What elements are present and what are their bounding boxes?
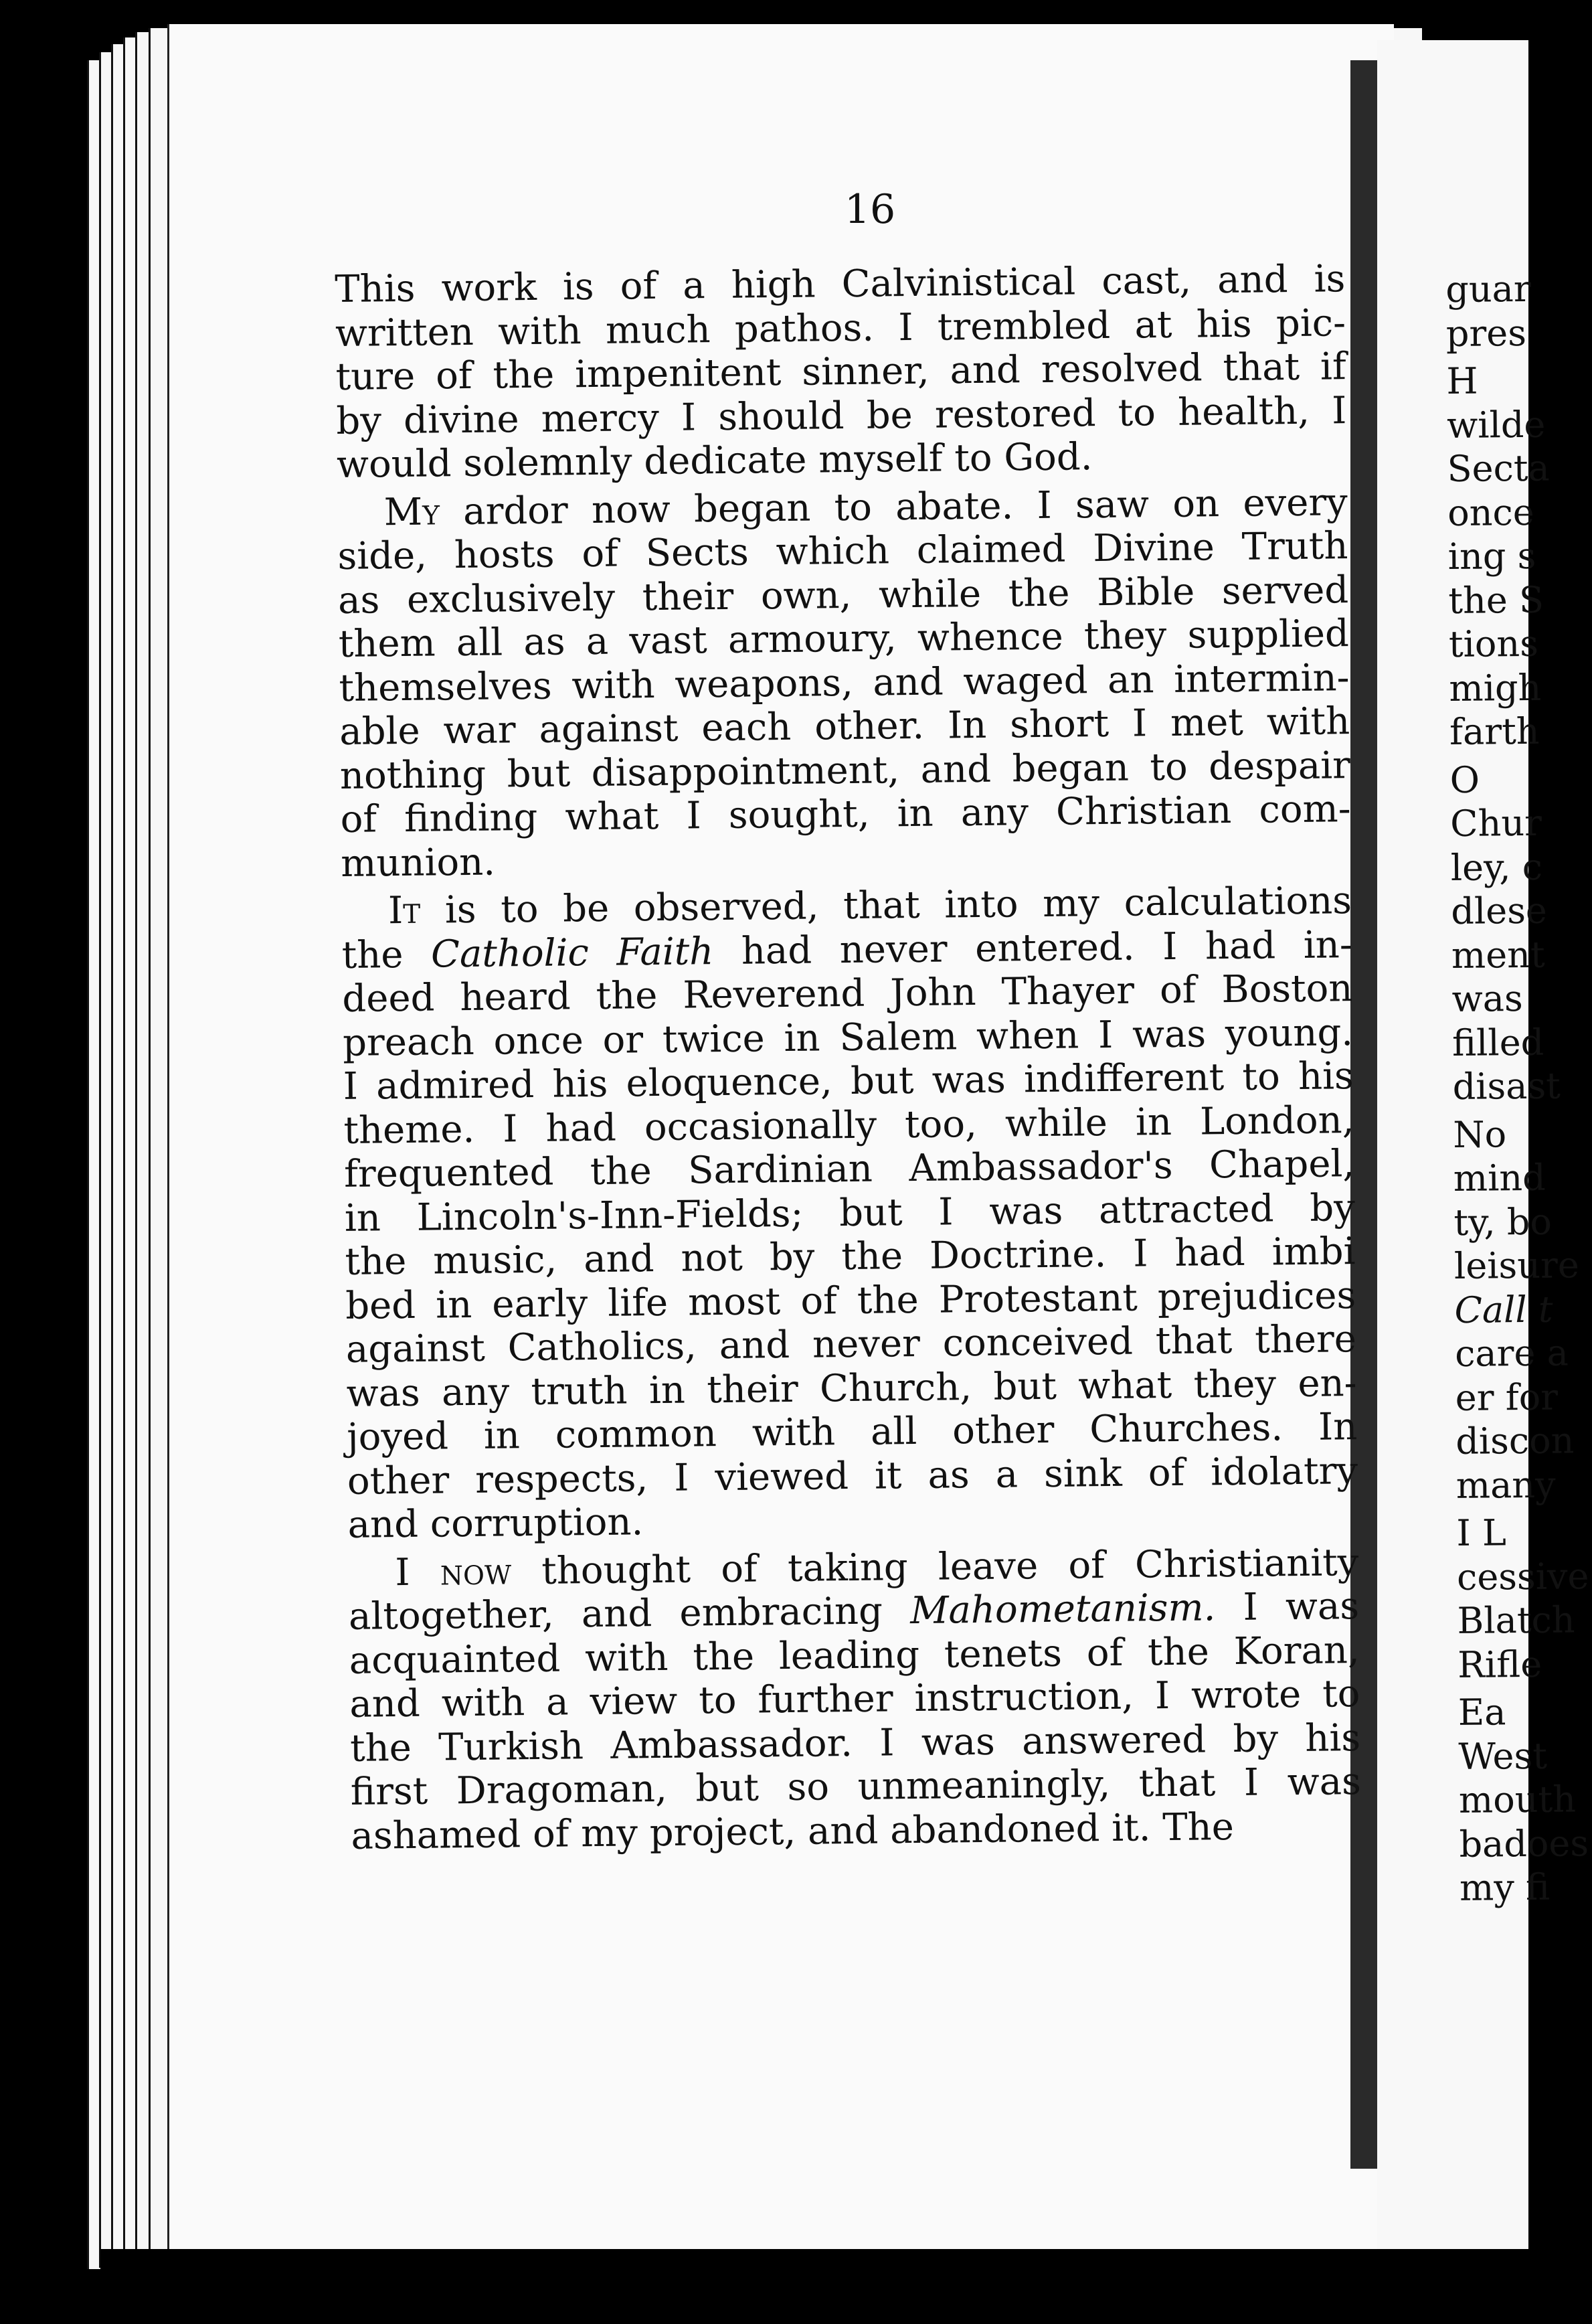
text-line: the music, and not by the Doctrine. I had imbi (345, 1230, 1356, 1284)
right-page-line: er for (1455, 1376, 1559, 1419)
text-line: the Catholic Faith had never entered. I had in- (341, 922, 1353, 977)
italic-phrase: Mahometanism. (909, 1586, 1216, 1633)
text-line: written with much pathos. I trembled at his pic- (335, 301, 1346, 355)
right-page-line: Ea (1457, 1691, 1506, 1734)
text-line: munion. (340, 840, 496, 886)
right-page-line: the S (1448, 578, 1544, 622)
right-page-line: dlese (1451, 889, 1548, 932)
book-gutter (1350, 60, 1377, 2169)
scan-border (100, 2249, 1528, 2324)
text-line: preach once or twice in Salem when I was young. (342, 1010, 1354, 1065)
text-line: ashamed of my project, and abandoned it. The (351, 1805, 1235, 1858)
text-line: bed in early life most of the Protestant prejudices (345, 1273, 1356, 1328)
right-page-text-fragment (1445, 267, 1589, 1910)
right-page-line: No (1453, 1112, 1507, 1156)
right-page-line: care a (1454, 1331, 1569, 1375)
right-page-line: wilde (1446, 403, 1546, 446)
right-page-line: West (1458, 1734, 1548, 1778)
text-line: able war against each other. In short I met with (339, 699, 1350, 754)
right-page-line: cessive (1456, 1554, 1589, 1598)
text-line: them all as a vast armoury, whence they supplied (338, 612, 1350, 666)
right-page-line: pres (1445, 311, 1527, 355)
text-line: deed heard the Reverend John Thayer of Boston (342, 967, 1353, 1021)
text-line: themselves with weapons, and waged an intermin- (339, 655, 1350, 710)
right-page-line: ing s (1447, 534, 1536, 578)
text-line: acquainted with the leading tenets of the Koran, (349, 1628, 1360, 1683)
paragraph (341, 879, 1358, 1547)
right-page-line: disast (1452, 1064, 1561, 1108)
right-page-line: farth (1449, 710, 1540, 753)
text-line: and with a view to further instruction, I wrote to (349, 1672, 1360, 1726)
text-line: theme. I had occasionally too, while in London, (343, 1098, 1354, 1153)
right-page-line: Secta (1447, 446, 1550, 490)
paragraph (335, 257, 1347, 487)
right-page-line: H (1446, 359, 1478, 402)
text-line: I admired his eloquence, but was indifferent to his (343, 1054, 1354, 1108)
text-line: of finding what I sought, in any Christian com- (340, 787, 1351, 841)
text-line: as exclusively their own, while the Bible served (337, 568, 1349, 622)
text-line: side, hosts of Sects which claimed Divine Truth (337, 524, 1348, 578)
right-page-line: ley, c (1450, 845, 1543, 889)
right-page-line: mind (1453, 1156, 1546, 1199)
right-page-line: many (1455, 1463, 1556, 1507)
right-page-line: ment (1451, 933, 1545, 977)
paragraph-lead-word: I now (395, 1549, 512, 1594)
right-page-line: discon (1455, 1419, 1575, 1463)
right-page-line: ty, bo (1453, 1200, 1553, 1244)
text-line: by divine mercy I should be restored to health, I (336, 388, 1347, 443)
right-page-line: badoes (1459, 1821, 1589, 1865)
paragraph-lead-word: My (383, 489, 440, 534)
text-line: was any truth in their Church, but what they en- (346, 1361, 1357, 1416)
italic-phrase: Catholic Faith (430, 929, 714, 977)
right-page-line: guar (1445, 267, 1531, 311)
right-page-line: Chur (1449, 801, 1542, 845)
paragraph-lead-word: It (387, 888, 421, 933)
text-line: first Dragoman, but so unmeaningly, that I was (350, 1760, 1362, 1814)
text-line: I now thought of taking leave of Christianity (395, 1540, 1359, 1594)
page-number: 16 (844, 186, 896, 233)
text-line: in Lincoln's-Inn-Fields; but I was attracted by (344, 1185, 1356, 1240)
right-page-line: O (1449, 758, 1480, 801)
text-line: altogether, and embracing Mahometanism. I was (348, 1584, 1360, 1639)
text-line: other respects, I viewed it as a sink of idolatry (347, 1448, 1358, 1503)
paragraph (348, 1541, 1362, 1858)
right-page-line: once (1447, 491, 1534, 534)
body-text (335, 257, 1362, 1862)
text-line: nothing but disappointment, and began to despair (339, 743, 1351, 798)
text-line: It is to be observed, that into my calculations (387, 879, 1352, 933)
text-line: ture of the impenitent sinner, and resolved that if (335, 345, 1346, 399)
text-line: would solemnly dedicate myself to God. (336, 435, 1093, 487)
text-line: My ardor now began to abate. I saw on every (383, 480, 1348, 534)
text-line: against Catholics, and never conceived that there (345, 1317, 1357, 1372)
right-page-line: tions (1448, 622, 1539, 665)
right-page-line: filled (1451, 1021, 1544, 1064)
right-page-line: I L (1456, 1511, 1507, 1554)
right-page-line: leisure (1453, 1244, 1580, 1287)
right-page-line: migh (1449, 666, 1542, 710)
text-line: This work is of a high Calvinistical cast, and is (335, 257, 1346, 311)
right-page-line: Blatch (1457, 1598, 1575, 1642)
right-page-line: Call t (1454, 1288, 1553, 1331)
right-page-line: my fi (1459, 1865, 1551, 1909)
right-page-line: Rifle (1457, 1643, 1542, 1686)
text-line: joyed in common with all other Churches. In (346, 1405, 1358, 1459)
right-page-line: mouth (1458, 1778, 1577, 1821)
right-page-line: was (1451, 977, 1523, 1020)
text-line: the Turkish Ambassador. I was answered by his (349, 1716, 1361, 1770)
paragraph (337, 481, 1351, 886)
text-line: and corruption. (347, 1500, 644, 1547)
text-line: frequented the Sardinian Ambassador's Chapel, (343, 1142, 1355, 1196)
